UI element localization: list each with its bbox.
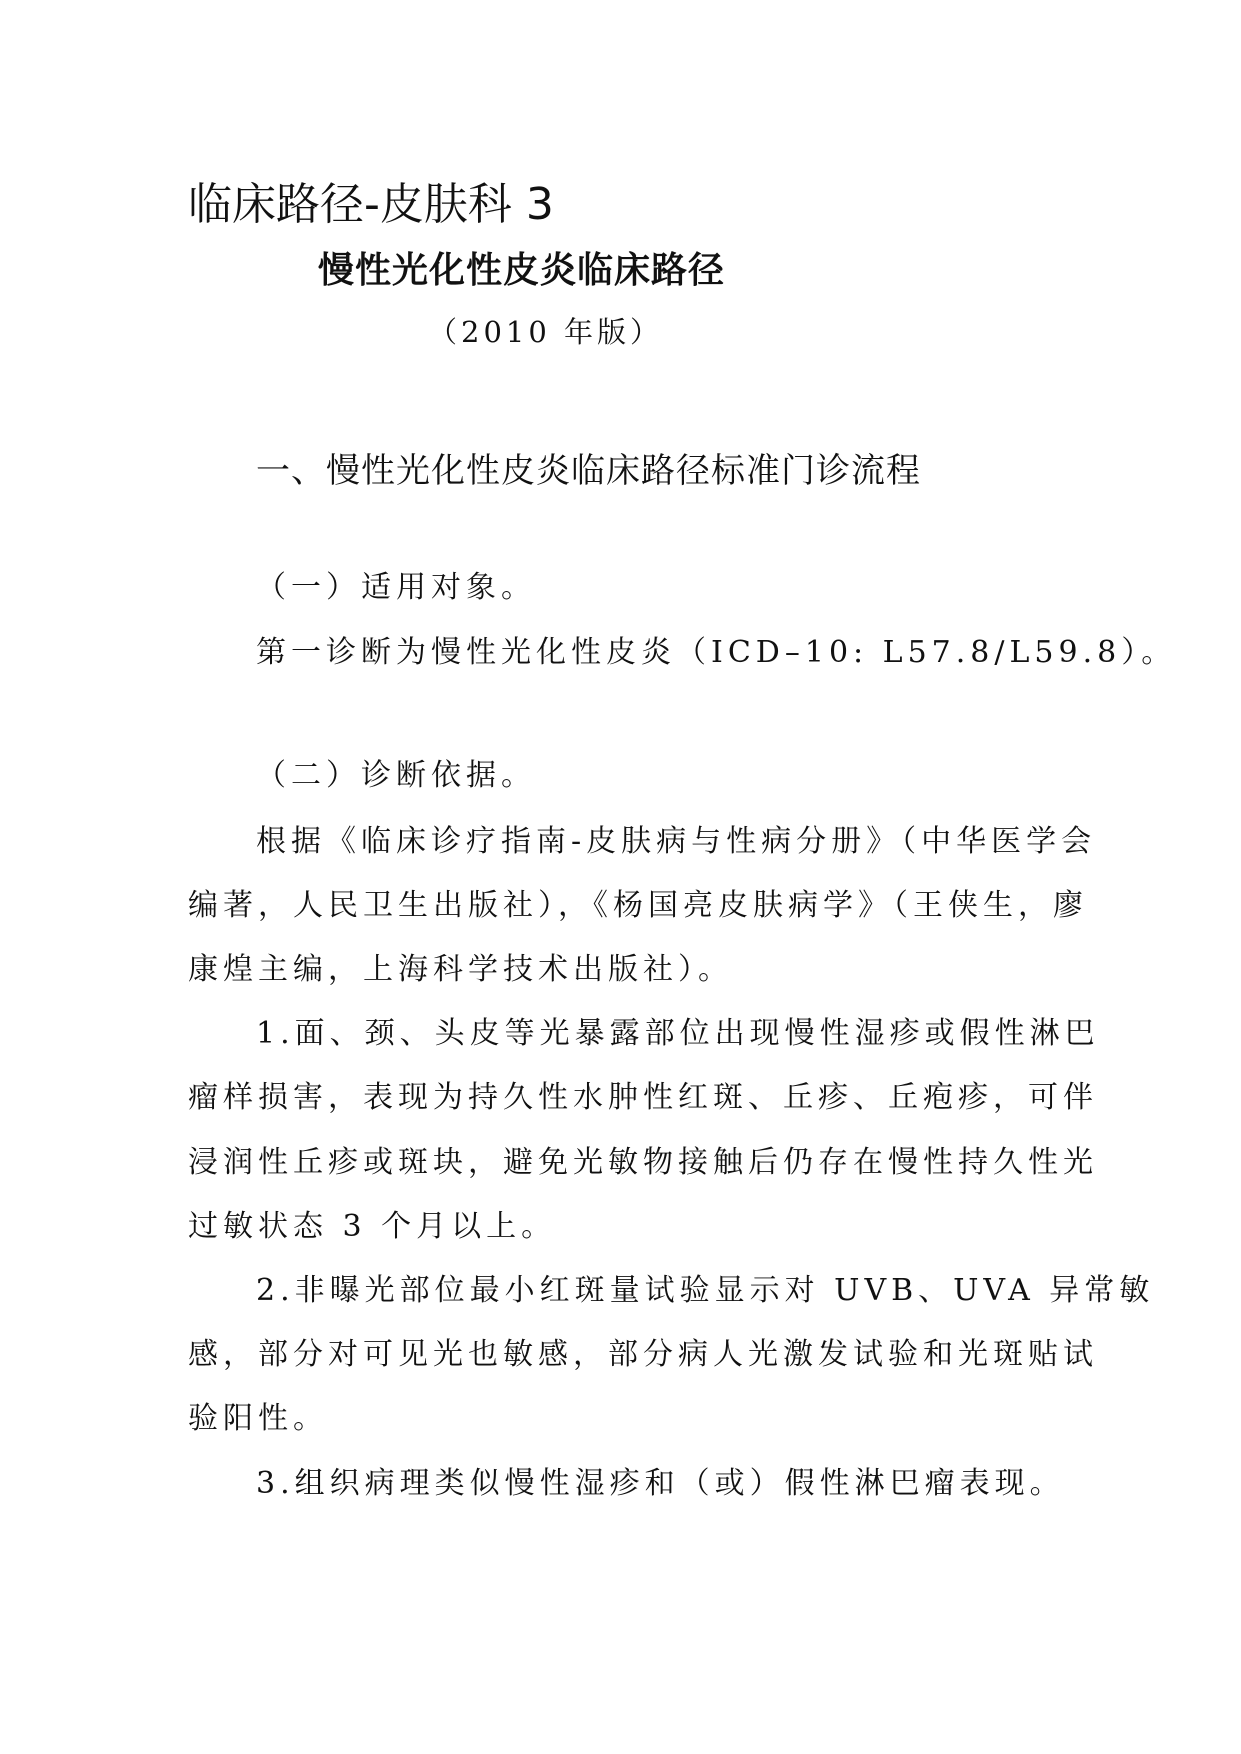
diagnosis-heading: （二）诊断依据。: [256, 758, 536, 793]
criterion-2-line: 感，部分对可见光也敏感，部分病人光激发试验和光斑贴试: [188, 1337, 1098, 1372]
criterion-1-line: 1.面、颈、头皮等光暴露部位出现慢性湿疹或假性淋巴: [256, 1016, 1100, 1051]
basis-line: 康煌主编，上海科学技术出版社）。: [188, 952, 733, 987]
criterion-1-line: 浸润性丘疹或斑块，避免光敏物接触后仍存在慢性持久性光: [188, 1145, 1098, 1180]
criterion-1-line: 过敏状态 3 个月以上。: [188, 1209, 557, 1244]
scope-text: 第一诊断为慢性光化性皮炎（ICD–10: L57.8/L59.8）。: [256, 635, 1177, 670]
section-heading: 一、慢性光化性皮炎临床路径标准门诊流程: [256, 451, 921, 491]
document-title: 临床路径-皮肤科 3: [188, 179, 554, 230]
criterion-2-line: 验阳性。: [188, 1401, 328, 1436]
criterion-1-line: 瘤样损害，表现为持久性水肿性红斑、丘疹、丘疱疹，可伴: [188, 1080, 1098, 1115]
basis-line: 根据《临床诊疗指南-皮肤病与性病分册》（中华医学会: [256, 824, 1097, 859]
scope-heading: （一）适用对象。: [256, 570, 536, 605]
basis-line: 编著，人民卫生出版社），《杨国亮皮肤病学》（王侠生，廖: [188, 888, 1088, 923]
criterion-3-line: 3.组织病理类似慢性湿疹和（或）假性淋巴瘤表现。: [256, 1466, 1065, 1501]
document-subtitle: 慢性光化性皮炎临床路径: [318, 250, 726, 291]
document-edition: （2010 年版）: [428, 315, 664, 349]
criterion-2-line: 2.非曝光部位最小红斑量试验显示对 UVB、UVA 异常敏: [256, 1273, 1155, 1308]
